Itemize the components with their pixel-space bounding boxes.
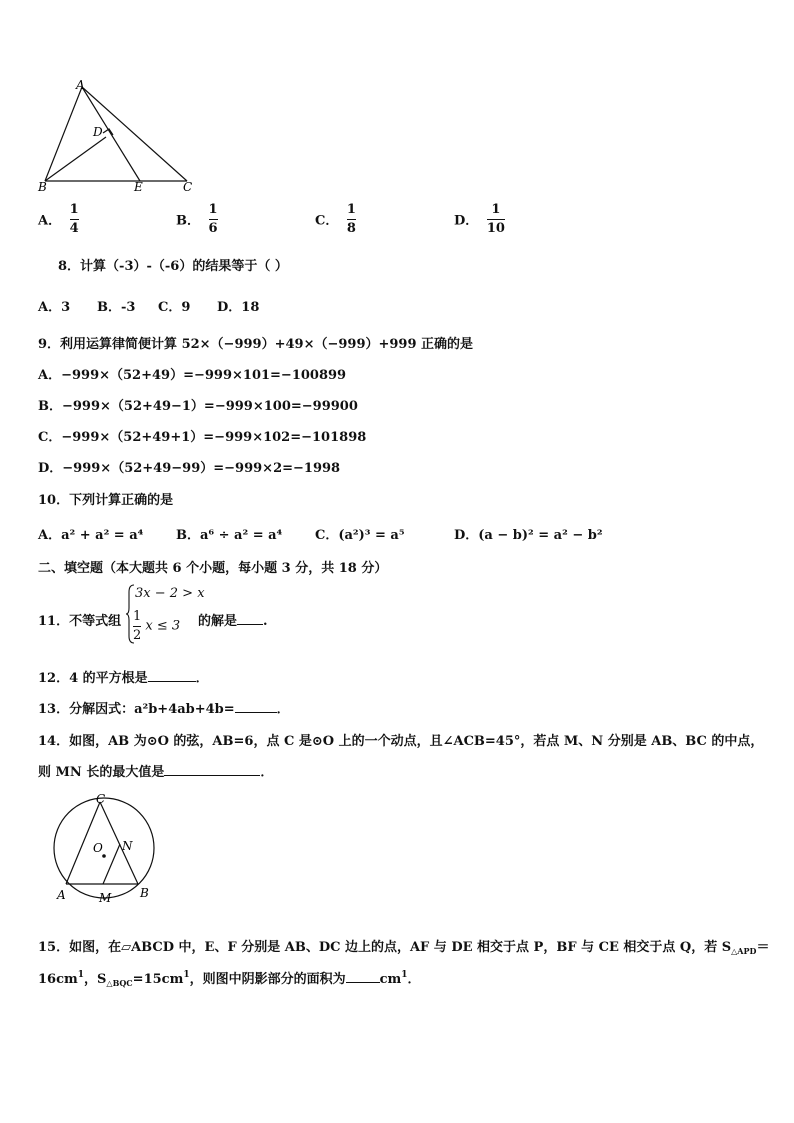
q14-line1: 14．如图，AB 为⊙O 的弦，AB=6，点 C 是⊙O 上的一个动点，且∠ACB=45°，若点 M、N 分别是 AB、BC 的中点， <box>38 734 764 749</box>
q7-option-c <box>315 203 356 235</box>
q14-line2-prefix: 则 MN 长的最大值是 <box>38 765 165 780</box>
q9-option-b: B．−999×（52+49−1）=−999×100=−99900 <box>38 399 358 414</box>
q10-option-b: B．a⁶ ÷ a² = a⁴ <box>176 528 283 543</box>
q12-prefix: 12．4 的平方根是 <box>38 671 148 686</box>
q11-line1: 3x − 2 > x <box>135 586 205 601</box>
q7-option-d <box>454 203 505 235</box>
label-A: A <box>76 78 85 92</box>
q8-option-b: B．-3 <box>97 300 136 315</box>
q11-line2 <box>133 610 180 642</box>
label-E: E <box>134 180 143 194</box>
q8-option-a: A．3 <box>38 300 71 315</box>
q15-line1-sub: △APD <box>731 946 757 956</box>
q11-frac-den: 2 <box>133 627 142 643</box>
label-C: C <box>183 180 193 194</box>
q15-l2b: ，S <box>84 972 107 987</box>
q7-option-b-label: B． <box>176 213 200 229</box>
q9-stem: 9．利用运算律简便计算 52×（−999）+49×（−999）+999 正确的是 <box>38 337 474 352</box>
q13-blank[interactable] <box>235 700 277 713</box>
q14-end: ． <box>260 765 274 780</box>
q11-suffix: 的解是 <box>198 614 238 629</box>
q11-end: . <box>263 614 268 629</box>
q14-blank[interactable] <box>164 763 260 776</box>
q15-l2d: ，则图中阴影部分的面积为 <box>189 972 346 987</box>
q11-blank[interactable] <box>237 612 263 625</box>
q10-option-a: A．a² + a² = a⁴ <box>38 528 144 543</box>
q7-option-d-label: D． <box>454 213 479 229</box>
q15-sup1: 1 <box>77 970 85 980</box>
label-D: D <box>93 125 103 139</box>
q7-option-a <box>38 203 79 235</box>
q7-option-b-den: 6 <box>208 220 218 236</box>
q15-l2-sub: △BQC <box>106 978 133 988</box>
q7-option-a-den: 4 <box>69 220 79 236</box>
q7-option-d-num: 1 <box>491 202 501 217</box>
q8-option-c: C．9 <box>158 300 191 315</box>
q11-prefix: 11．不等式组 <box>38 614 122 629</box>
q15-sup3: 1 <box>401 970 408 980</box>
q13-end: ． <box>276 702 290 717</box>
q15-l2c: =15cm <box>132 972 184 987</box>
q13-prefix: 13．分解因式：a²b+4ab+4b= <box>38 702 235 717</box>
q7-option-b-num: 1 <box>208 202 218 217</box>
label-N: N <box>122 839 133 853</box>
q9-option-a: A．−999×（52+49）=−999×101=−100899 <box>38 368 347 383</box>
q7-option-b <box>176 203 218 235</box>
q14-line2 <box>38 761 273 780</box>
q10-option-c: C．(a²)³ = a⁵ <box>315 528 405 543</box>
label-A2: A <box>57 888 66 902</box>
q10-option-d: D．(a − b)² = a² − b² <box>454 528 603 543</box>
q11-line2-rest: x ≤ 3 <box>145 618 181 634</box>
q7-option-c-den: 8 <box>346 220 356 236</box>
q15-line1-prefix: 15．如图，在▱ABCD 中，E、F 分别是 AB、DC 边上的点，AF 与 DE 相交于点 P，BF 与 CE 相交于点 Q，若 S <box>38 940 732 955</box>
q7-option-a-label: A． <box>38 213 62 229</box>
q10-stem: 10．下列计算正确的是 <box>38 493 174 508</box>
q15-blank[interactable] <box>346 970 380 983</box>
q15-l2f: ． <box>407 972 421 987</box>
q15-sup2: 1 <box>183 970 190 980</box>
q9-option-c: C．−999×（52+49+1）=−999×102=−101898 <box>38 430 367 445</box>
q15-line1-end: ＝ <box>756 940 770 955</box>
q15-line1 <box>38 936 769 955</box>
q7-option-a-num: 1 <box>69 202 79 217</box>
q15-l2e: cm <box>379 972 402 987</box>
q9-option-d: D．−999×（52+49−99）=−999×2=−1998 <box>38 461 341 476</box>
triangle-figure <box>30 78 205 196</box>
q15-l2a: 16cm <box>38 972 78 987</box>
label-M: M <box>99 891 112 905</box>
circle-figure <box>48 790 164 908</box>
q11-frac-num: 1 <box>133 609 142 624</box>
section2-title: 二、填空题（本大题共 6 个小题，每小题 3 分，共 18 分） <box>38 561 388 576</box>
q7-option-d-den: 10 <box>486 220 505 236</box>
q7-option-c-label: C． <box>315 213 339 229</box>
q7-option-c-num: 1 <box>346 202 356 217</box>
q8-option-d: D．18 <box>217 300 260 315</box>
q8-stem: 8．计算（-3）-（-6）的结果等于（ ） <box>58 259 288 274</box>
q15-line2 <box>38 968 421 987</box>
label-C2: C <box>96 792 106 806</box>
q12-end: ． <box>195 671 209 686</box>
label-B2: B <box>140 886 149 900</box>
q12 <box>38 667 209 686</box>
q13 <box>38 698 290 717</box>
q12-blank[interactable] <box>148 669 196 682</box>
label-B: B <box>38 180 47 194</box>
q11-answer <box>198 610 268 629</box>
label-O: O <box>93 841 103 855</box>
